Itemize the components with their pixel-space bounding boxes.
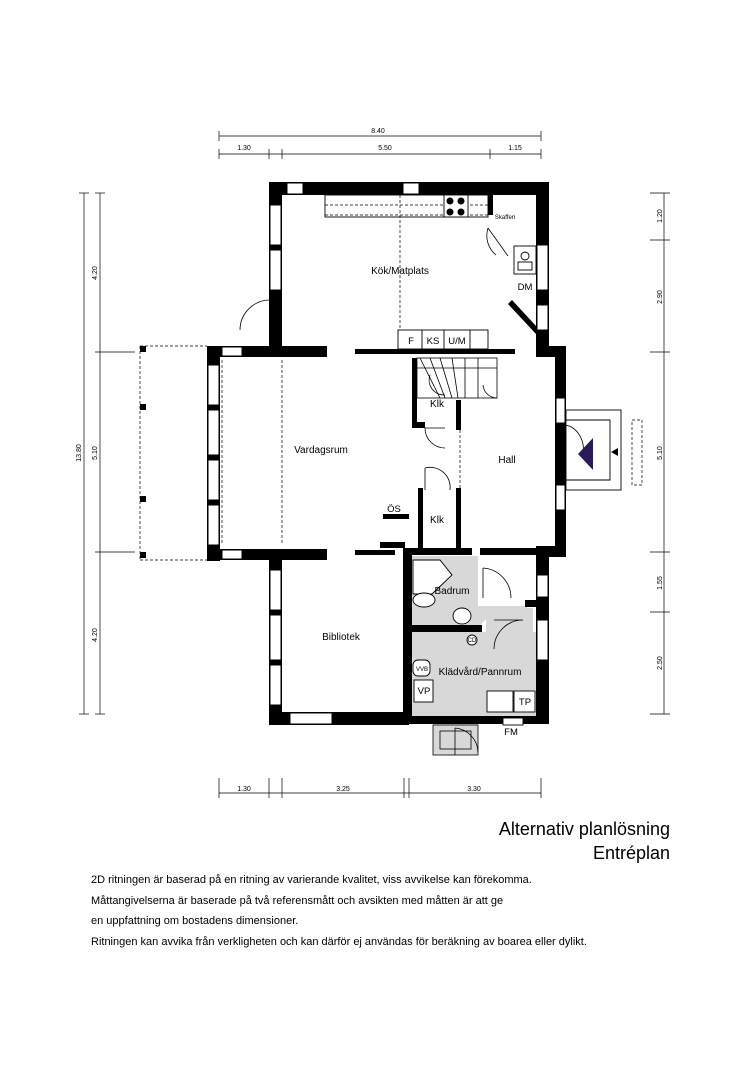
note-line: en uppfattning om bostadens dimensioner.: [91, 915, 299, 927]
entrance-marker-icon: [611, 448, 618, 456]
dim-bottom-left: 1.30: [237, 786, 251, 793]
entrance-arrow-icon: [578, 438, 593, 470]
fixture-dishwasher: DM: [517, 282, 533, 293]
front-entrance: [566, 410, 621, 490]
terrace-posts: [140, 346, 146, 558]
room-closet-lower: Klk: [430, 515, 444, 526]
plan-title-line2: Entréplan: [592, 843, 670, 863]
dim-left-total: 13.80: [76, 444, 83, 462]
fixture-dryer-cabinet: CD: [467, 638, 477, 644]
room-library: Bibliotek: [322, 632, 360, 643]
room-kitchen: Kök/Matplats: [371, 266, 429, 277]
dimension-lines: [79, 131, 670, 798]
dim-right-5: 2.50: [657, 656, 664, 670]
plan-title-line1: Alternativ planlösning: [498, 819, 670, 839]
dim-top-right: 1.15: [508, 145, 522, 152]
fixture-pantry: Skafferi: [494, 215, 516, 221]
fixture-water-heater: VVB: [415, 667, 429, 673]
dim-right-3: 5.10: [657, 446, 664, 460]
dim-left-bottom: 4.20: [92, 628, 99, 642]
fixture-microwave-oven: U/M: [448, 336, 466, 347]
dim-top-left: 1.30: [237, 145, 251, 152]
dim-top-mid: 5.50: [378, 145, 392, 152]
room-laundry: Klädvård/Pannrum: [438, 667, 522, 678]
dim-bottom-right: 3.30: [467, 786, 481, 793]
dim-bottom-mid: 3.25: [336, 786, 350, 793]
room-living: Vardagsrum: [294, 445, 348, 456]
plan-title: [499, 817, 670, 865]
room-hall: Hall: [498, 455, 516, 466]
staircase: [417, 358, 497, 398]
dim-top-total: 8.40: [371, 128, 385, 135]
fixture-fridge: F: [408, 336, 414, 347]
note-line: 2D ritningen är baserad på en ritning av varierande kvalitet, viss avvikelse kan förekomma.: [91, 874, 532, 886]
fixture-wardrobe: ÖS: [387, 504, 401, 515]
dim-right-4: 1.55: [657, 576, 664, 590]
fixture-washer: FM: [504, 727, 518, 738]
note-line: Ritningen kan avvika från verkligheten och kan därför ej användas för beräkning av boarea eller dylikt.: [91, 935, 587, 948]
dim-left-top: 4.20: [92, 266, 99, 280]
dim-left-mid: 5.10: [92, 446, 99, 460]
room-closet-upper: Klk: [430, 399, 444, 410]
fixture-freezer: KS: [426, 336, 440, 347]
dim-right-1: 1.20: [657, 209, 664, 223]
note-line: Måttangivelserna är baserade på två referensmått och avsikten med måtten är att ge: [91, 894, 504, 907]
disclaimer-notes: [91, 870, 587, 952]
fixture-dryer: TP: [518, 697, 532, 708]
fixture-heat-pump: VP: [417, 686, 431, 697]
room-bathroom: Badrum: [434, 586, 470, 597]
dim-right-2: 2.90: [657, 290, 664, 304]
sink-icon: [518, 252, 532, 270]
